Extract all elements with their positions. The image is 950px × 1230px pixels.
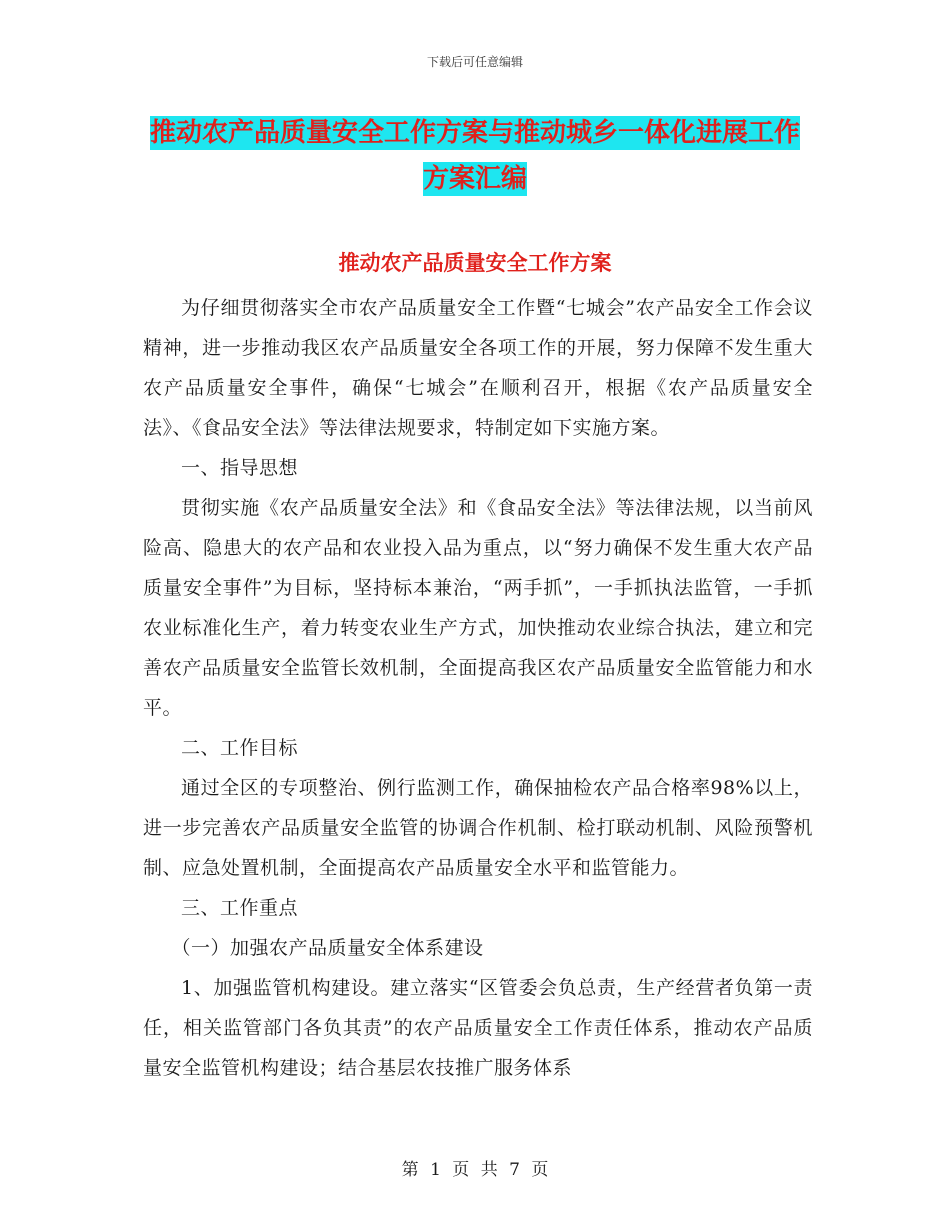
header-note: 下载后可任意编辑: [426, 55, 523, 69]
heading-work-goals: 二、工作目标: [181, 737, 299, 759]
document-title-text: 推动农产品质量安全工作方案与推动城乡一体化进展工作方案汇编: [149, 118, 800, 194]
heading-work-focus: 三、工作重点: [181, 897, 299, 919]
section-title: 推动农产品质量安全工作方案: [338, 251, 612, 275]
page-footer: 第 1 页 共 7 页: [401, 1160, 549, 1180]
paragraph-work-goals: 通过全区的专项整治、例行监测工作，确保抽检农产品合格率98%以上，进一步完善农产品质量安全监管的协调合作机制、检打联动机制、风险预警机制、应急处置机制，全面提高农产品质量安全水平和监管能力。: [143, 777, 813, 879]
heading-guiding-thought: 一、指导思想: [181, 457, 299, 479]
subheading-system-building: （一）加强农产品质量安全体系建设: [171, 937, 484, 959]
document-title: [140, 110, 810, 202]
paragraph-intro: 为仔细贯彻落实全市农产品质量安全工作暨“七城会”农产品安全工作会议精神，进一步推动我区农产品质量安全各项工作的开展，努力保障不发生重大农产品质量安全事件，确保“七城会”在顺利召开，根据《农产品质量安全法》、《食品安全法》等法律法规要求，特制定如下实施方案。: [143, 297, 813, 439]
document-body: [143, 288, 813, 1088]
paragraph-supervision: 1、加强监管机构建设。建立落实“区管委会负总责，生产经营者负第一责任，相关监管部门各负其责”的农产品质量安全工作责任体系，推动农产品质量安全监管机构建设；结合基层农技推广服务体系: [143, 977, 813, 1079]
paragraph-guiding-thought: 贯彻实施《农产品质量安全法》和《食品安全法》等法律法规，以当前风险高、隐患大的农产品和农业投入品为重点，以“努力确保不发生重大农产品质量安全事件”为目标，坚持标本兼治，“两手抓”，一手抓执法监管，一手抓农业标准化生产，着力转变农业生产方式，加快推动农业综合执法，建立和完善农产品质量安全监管长效机制，全面提高我区农产品质量安全监管能力和水平。: [143, 497, 813, 719]
